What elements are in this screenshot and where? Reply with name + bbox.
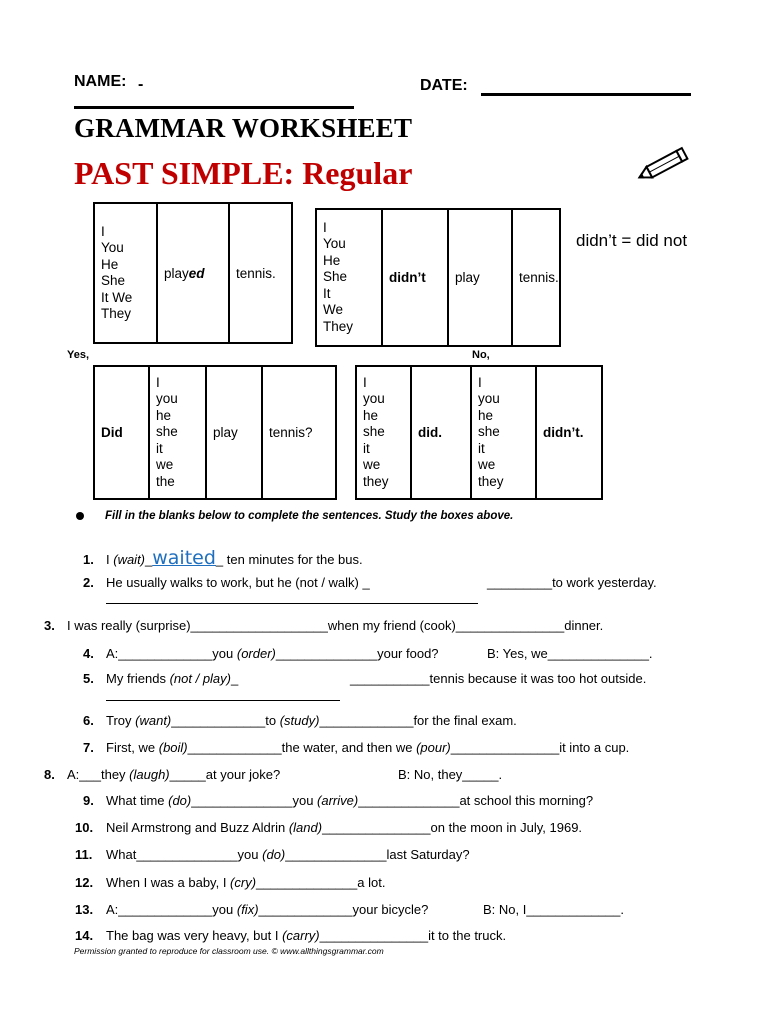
object-cell: tennis. (512, 209, 560, 346)
verb-stem: play (164, 265, 189, 281)
negative-box (315, 208, 561, 347)
question-number: 12. (75, 875, 94, 890)
pronoun: we (363, 457, 381, 473)
question-number: 6. (83, 713, 94, 728)
pronoun: she (156, 424, 178, 440)
question-9: 9. What time (do)______________you (arrive)______________at school this morning? (83, 793, 594, 808)
answer-blank[interactable]: waited (152, 547, 216, 569)
date-label: DATE: (420, 77, 468, 94)
question-6: 6. Troy (want)_____________to (study)_____________for the final exam. (83, 713, 517, 728)
bullet-icon (76, 512, 84, 520)
question-number: 4. (83, 646, 94, 661)
pronoun: They (323, 318, 354, 334)
verb-cell: play (206, 366, 262, 499)
pronoun: she (478, 424, 500, 440)
page-subtitle: PAST SIMPLE: Regular (74, 155, 413, 191)
pronoun: it (478, 440, 485, 456)
instructions: Fill in the blanks below to complete the sentences. Study the boxes above. (105, 510, 514, 522)
pronoun-column (316, 209, 382, 346)
question-number: 3. (44, 618, 55, 633)
question-2-continued: _________to work yesterday. (487, 575, 657, 590)
footer-permission: Permission granted to reproduce for classroom use. © www.allthingsgrammar.com (74, 946, 384, 956)
pronoun: you (478, 391, 500, 407)
pronoun: they (478, 473, 504, 489)
pronoun: she (363, 424, 385, 440)
question-1: 1. I (wait)_waited_ ten minutes for the bus. (83, 547, 363, 569)
question-8-answer: B: No, they_____. (398, 767, 503, 782)
pronoun: I (363, 374, 367, 390)
question-number: 7. (83, 740, 94, 755)
question-number: 1. (83, 552, 94, 567)
aux-cell: Did (94, 366, 149, 499)
question-12: 12. When I was a baby, I (cry)______________a lot. (75, 875, 386, 890)
pronoun: it (156, 440, 163, 456)
verb-cell (157, 203, 229, 343)
question-number: 9. (83, 793, 94, 808)
pronoun: We (323, 302, 344, 318)
name-blank[interactable]: - (138, 76, 144, 93)
pronoun: They (101, 306, 132, 321)
pronoun: I (101, 223, 105, 239)
question-8: 8. A:___they (laugh)_____at your joke? (44, 767, 281, 782)
pronoun: he (478, 407, 494, 423)
question-5-continued: ___________tennis because it was too hot outside. (350, 671, 647, 686)
object-cell: tennis? (262, 366, 336, 499)
question-number: 2. (83, 575, 94, 590)
question-11: 11. What______________you (do)______________last Saturday? (75, 847, 470, 862)
yes-pronoun-column (356, 366, 411, 499)
pronoun: I (478, 374, 482, 390)
affirmative-box (93, 202, 293, 344)
pronoun: you (363, 391, 385, 407)
object: tennis. (236, 265, 276, 281)
question-13: 13. A:_____________you (fix)_____________your bicycle? (75, 902, 429, 917)
pronoun: He (101, 256, 119, 272)
question-5: 5. My friends (not / play)_ (83, 671, 239, 686)
yes-aux-cell: did. (411, 366, 471, 499)
answer-line[interactable] (106, 700, 340, 701)
pronoun: we (478, 457, 496, 473)
pronoun: You (323, 236, 346, 252)
pencil-icon (634, 143, 692, 189)
question-box (93, 365, 337, 500)
question-number: 8. (44, 767, 55, 782)
pronoun: the (156, 473, 175, 489)
question-number: 5. (83, 671, 94, 686)
question-14: 14. The bag was very heavy, but I (carry)_______________it to the truck. (75, 928, 507, 943)
pronoun: It We (101, 289, 133, 305)
date-line[interactable] (481, 93, 691, 96)
question-3: 3. I was really (surprise)___________________when my friend (cook)_______________dinner. (44, 618, 604, 633)
verb-ending: ed (188, 265, 205, 281)
question-13-answer: B: No, I_____________. (483, 902, 624, 917)
pronoun: you (156, 391, 178, 407)
question-number: 11. (75, 847, 93, 862)
pronoun: they (363, 473, 389, 489)
name-label: NAME: (74, 73, 127, 90)
object-cell (229, 203, 292, 343)
question-4-answer: B: Yes, we______________. (487, 646, 653, 661)
no-aux-cell: didn’t. (536, 366, 602, 499)
question-7: 7. First, we (boil)_____________the water, and then we (pour)_______________it into a cup. (83, 740, 630, 755)
no-label: No, (472, 349, 490, 361)
question-number: 13. (75, 902, 94, 917)
yes-label: Yes, (67, 349, 90, 361)
verb-cell: play (448, 209, 512, 346)
aux-cell: didn’t (382, 209, 448, 346)
short-answer-box (355, 365, 603, 500)
question-2: 2. He usually walks to work, but he (not / walk) _ (83, 575, 370, 590)
pronoun: I (156, 374, 160, 390)
answer-line[interactable] (106, 603, 478, 604)
page-title: GRAMMAR WORKSHEET (74, 113, 413, 143)
no-pronoun-column (471, 366, 536, 499)
pronoun: he (156, 407, 172, 423)
question-4: 4. A:_____________you (order)______________your food? (83, 646, 439, 661)
pronoun: he (363, 407, 379, 423)
contraction-note: didn’t = did not (576, 231, 688, 250)
pronoun: we (156, 457, 174, 473)
pronoun: She (323, 269, 348, 285)
pronoun-column (149, 366, 206, 499)
name-underline (74, 106, 354, 109)
pronoun: She (101, 273, 126, 288)
pronoun: I (323, 219, 327, 235)
question-10: 10. Neil Armstrong and Buzz Aldrin (land)_______________on the moon in July, 1969. (75, 820, 583, 835)
pronoun: It (323, 285, 331, 301)
pronoun: He (323, 252, 341, 268)
question-number: 14. (75, 928, 94, 943)
pronoun: You (101, 240, 124, 255)
pronoun: it (363, 440, 370, 456)
question-number: 10. (75, 820, 94, 835)
pronoun-column (94, 203, 157, 343)
